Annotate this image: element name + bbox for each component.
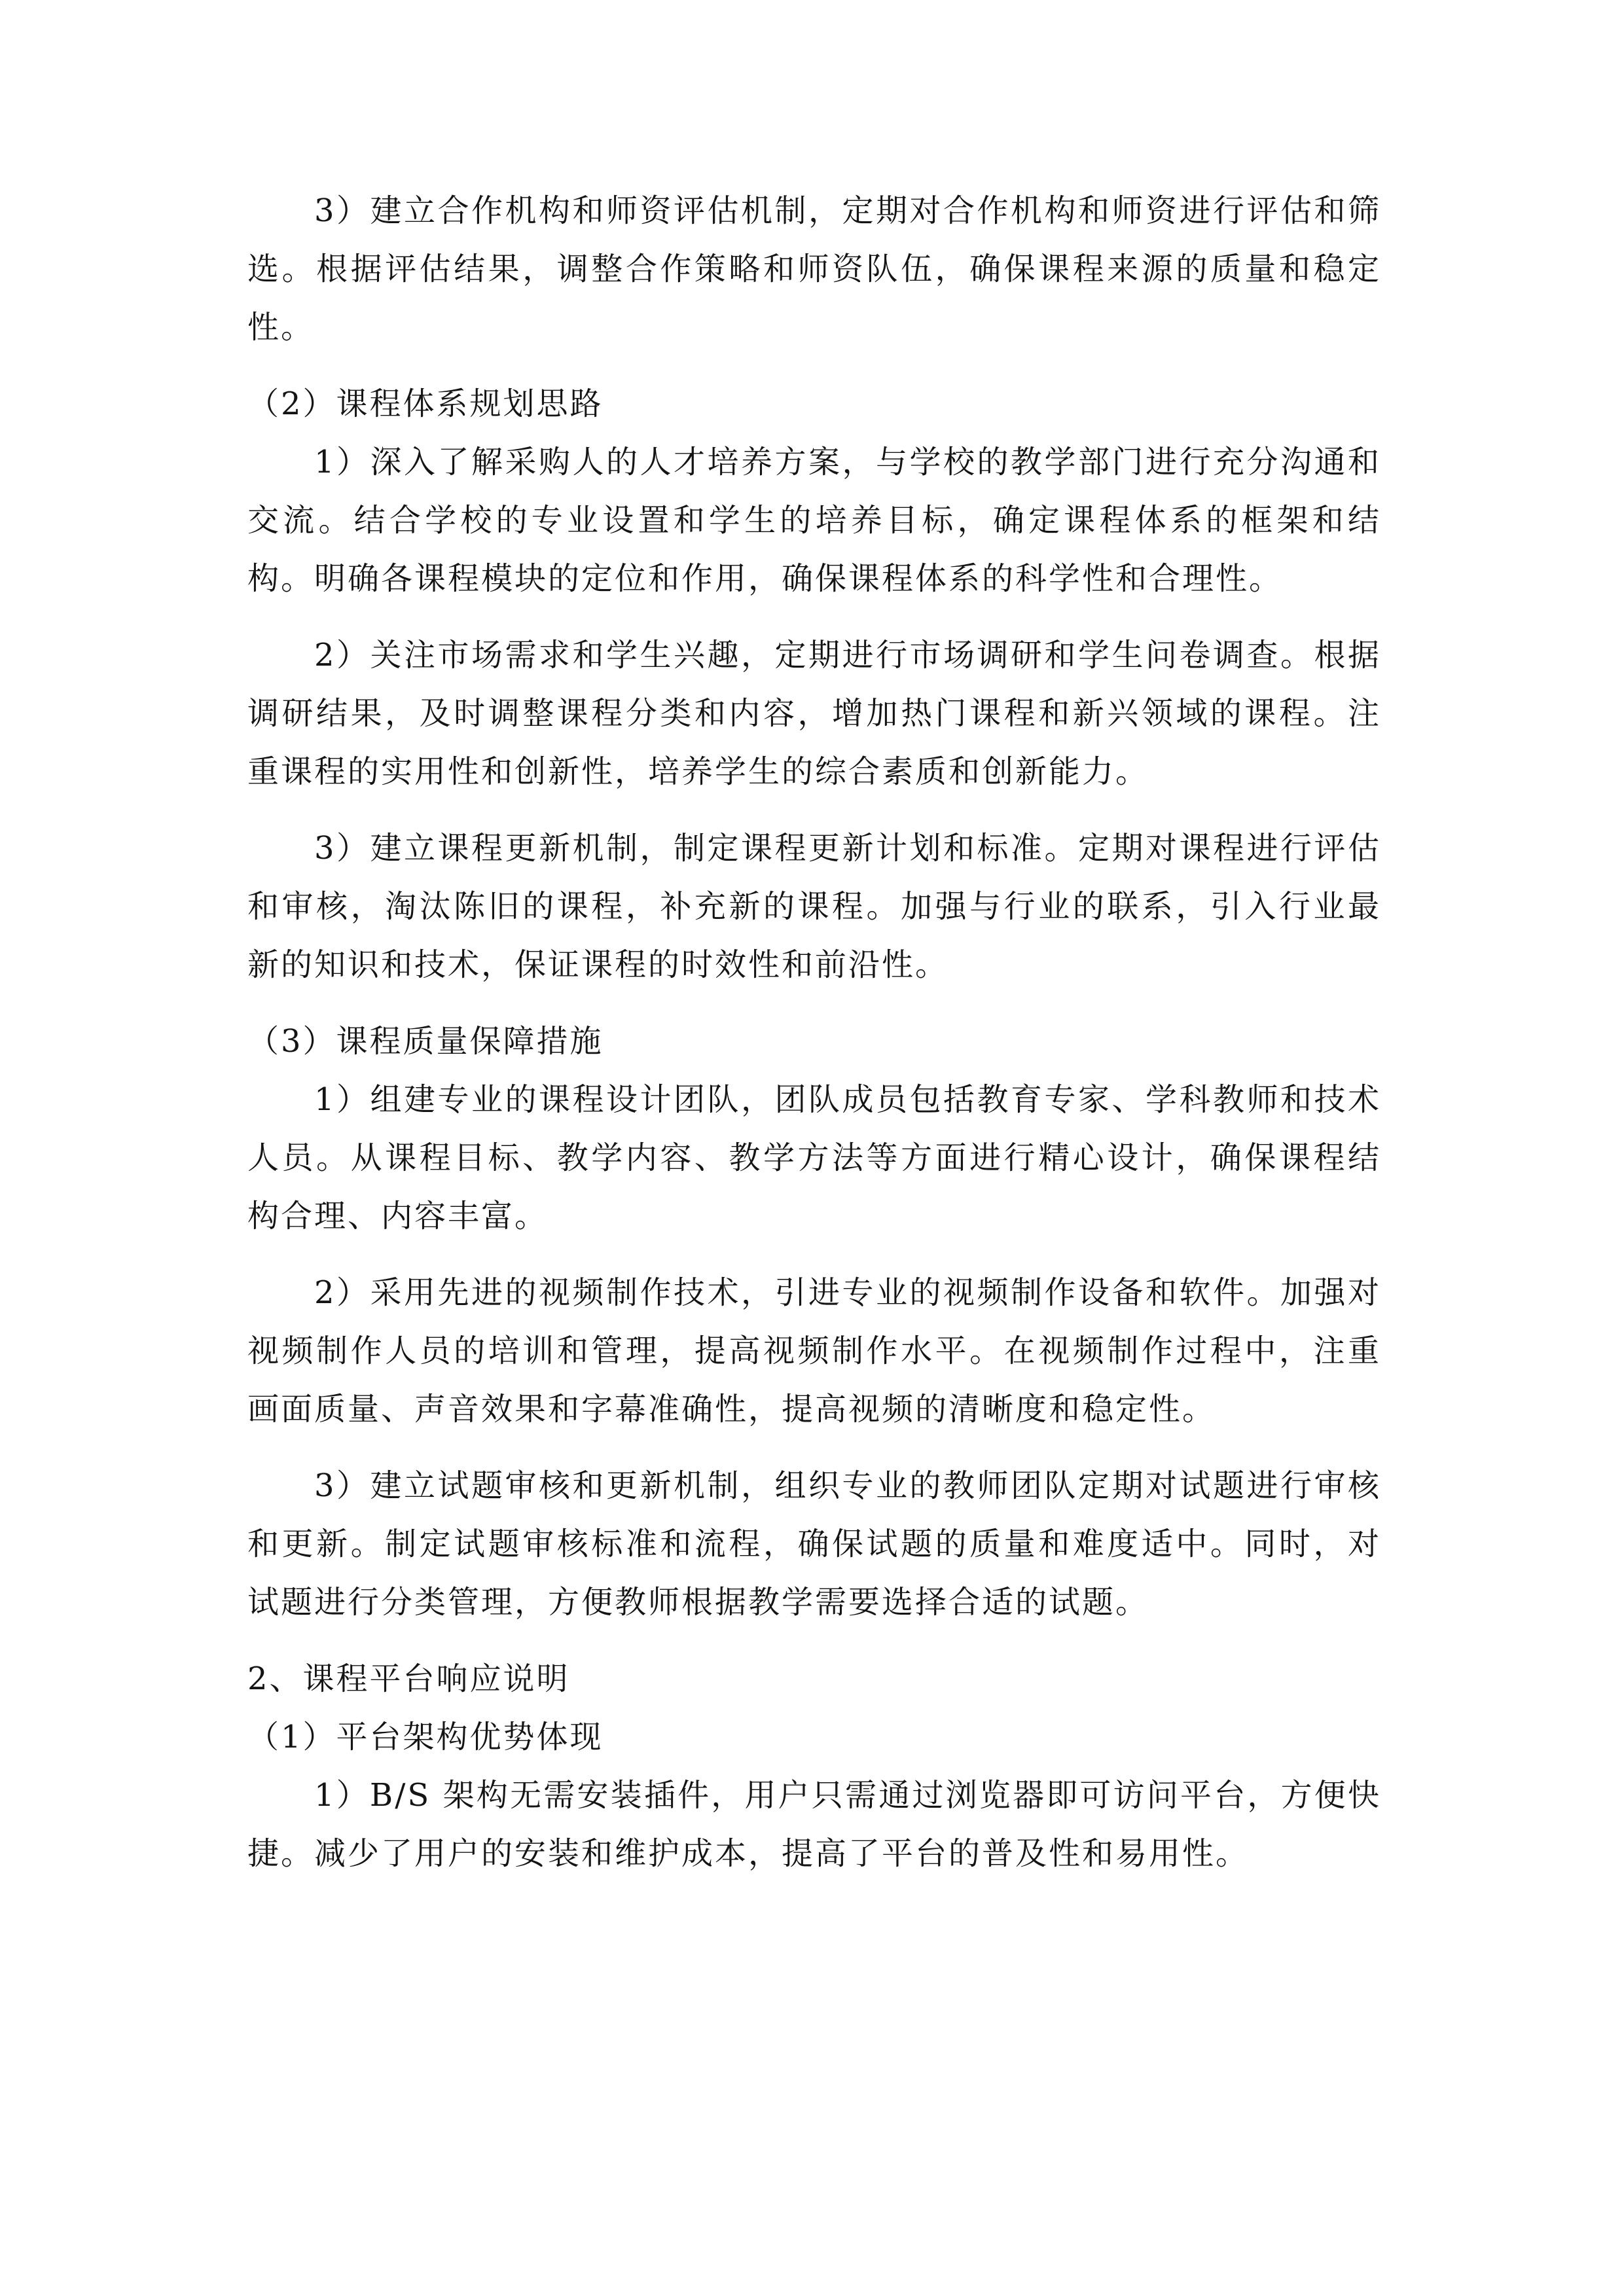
paragraph-2-3-update-mechanism: 3）建立课程更新机制，制定课程更新计划和标准。定期对课程进行评估和审核，淘汰陈旧的课程，补充新的课程。加强与行业的联系，引入行业最新的知识和技术，保证课程的时效性和前沿性。	[247, 830, 1381, 983]
paragraph-1-3-evaluation: 3）建立合作机构和师资评估机制，定期对合作机构和师资进行评估和筛选。根据评估结果，调整合作策略和师资队伍，确保课程来源的质量和稳定性。	[247, 192, 1381, 346]
paragraph-3-2-video-production: 2）采用先进的视频制作技术，引进专业的视频制作设备和软件。加强对视频制作人员的培训和管理，提高视频制作水平。在视频制作过程中，注重画面质量、声音效果和字幕准确性，提高视频的清晰度和稳定性。	[247, 1274, 1381, 1427]
document-page	[247, 182, 1381, 1883]
heading-platform-response: 2、课程平台响应说明	[247, 1660, 570, 1697]
paragraph-2-1-training-plan: 1）深入了解采购人的人才培养方案，与学校的教学部门进行充分沟通和交流。结合学校的专业设置和学生的培养目标，确定课程体系的框架和结构。明确各课程模块的定位和作用，确保课程体系的科学性和合理性。	[247, 444, 1381, 597]
heading-quality-assurance: （3）课程质量保障措施	[247, 1023, 604, 1060]
paragraph-3-3-exam-review: 3）建立试题审核和更新机制，组织专业的教师团队定期对试题进行审核和更新。制定试题审核标准和流程，确保试题的质量和难度适中。同时，对试题进行分类管理，方便教师根据教学需要选择合适的试题。	[247, 1467, 1381, 1621]
heading-platform-architecture: （1）平台架构优势体现	[247, 1719, 604, 1755]
heading-course-system-planning: （2）课程体系规划思路	[247, 386, 604, 422]
paragraph-3-1-design-team: 1）组建专业的课程设计团队，团队成员包括教育专家、学科教师和技术人员。从课程目标、教学内容、教学方法等方面进行精心设计，确保课程结构合理、内容丰富。	[247, 1081, 1381, 1234]
paragraph-4-1-bs-architecture: 1）B/S 架构无需安装插件，用户只需通过浏览器即可访问平台，方便快捷。减少了用户的安装和维护成本，提高了平台的普及性和易用性。	[247, 1777, 1381, 1872]
paragraph-2-2-market-demand: 2）关注市场需求和学生兴趣，定期进行市场调研和学生问卷调查。根据调研结果，及时调整课程分类和内容，增加热门课程和新兴领域的课程。注重课程的实用性和创新性，培养学生的综合素质和创新能力。	[247, 637, 1381, 790]
